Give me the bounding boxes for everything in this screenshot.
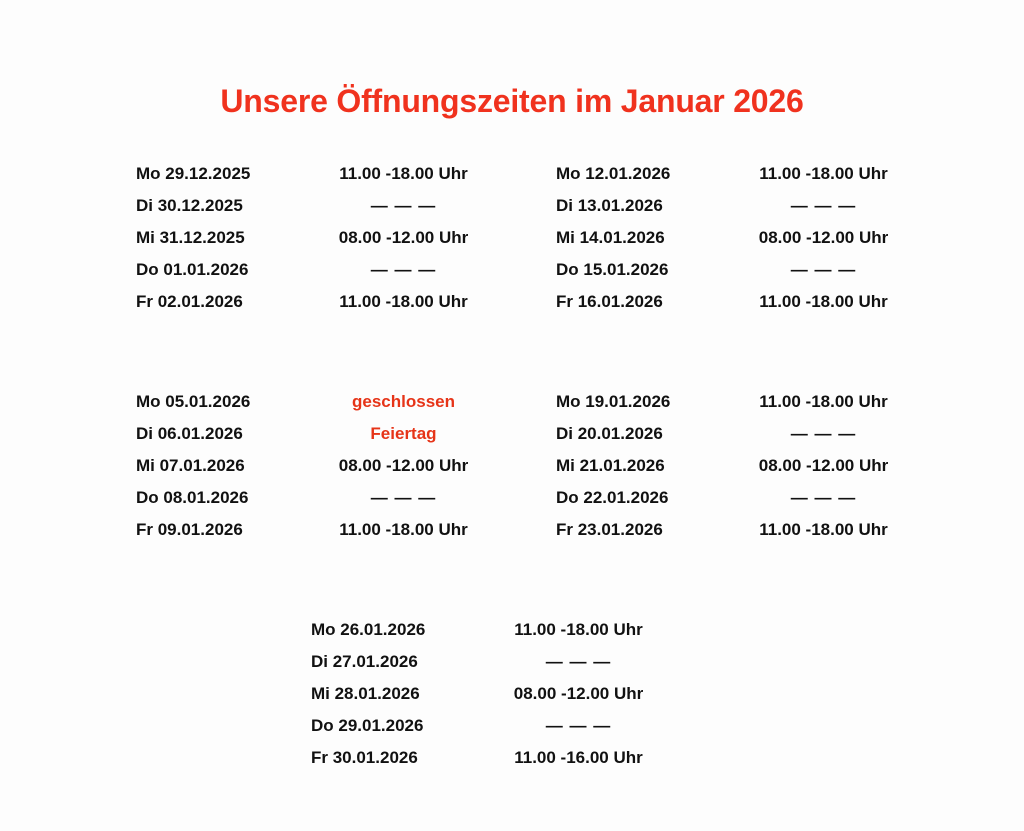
schedule-date: Mo 29.12.2025	[136, 164, 251, 183]
schedule-row	[556, 190, 916, 222]
schedule-date: Mo 12.01.2026	[556, 164, 671, 183]
schedule-row	[136, 482, 496, 514]
schedule-row	[136, 190, 496, 222]
schedule-hours: 11.00 -18.00 Uhr	[759, 392, 888, 411]
schedule-row	[311, 710, 671, 742]
schedule-hours: 08.00 -12.00 Uhr	[338, 456, 469, 475]
schedule-row	[556, 514, 916, 546]
schedule-date: Do 29.01.2026	[311, 716, 424, 735]
schedule-date: Di 13.01.2026	[556, 196, 663, 215]
schedule-row	[136, 158, 496, 190]
schedule-date: Fr 02.01.2026	[136, 292, 243, 311]
page-title: Unsere Öffnungszeiten im Januar 2026	[220, 83, 804, 120]
schedule-block-2	[0, 386, 1024, 551]
schedule-hours: geschlossen	[352, 392, 455, 411]
schedule-date: Mi 21.01.2026	[556, 456, 665, 475]
schedule-hours: 11.00 -18.00 Uhr	[339, 520, 468, 539]
schedule-date: Di 06.01.2026	[136, 424, 243, 443]
schedule-date: Fr 23.01.2026	[556, 520, 663, 539]
schedule-hours: — — —	[370, 488, 437, 507]
schedule-row	[556, 386, 916, 418]
schedule-date: Fr 09.01.2026	[136, 520, 243, 539]
schedule-row	[136, 450, 496, 482]
schedule-block-1	[0, 158, 1024, 323]
schedule-row	[556, 158, 916, 190]
week-column-3	[136, 386, 496, 546]
schedule-row	[556, 418, 916, 450]
schedule-date: Mi 31.12.2025	[136, 228, 245, 247]
schedule-hours: Feiertag	[370, 424, 437, 443]
schedule-date: Do 08.01.2026	[136, 488, 249, 507]
schedule-hours: — — —	[545, 652, 612, 671]
schedule-hours: 11.00 -18.00 Uhr	[339, 164, 468, 183]
schedule-hours: 11.00 -16.00 Uhr	[514, 748, 643, 767]
schedule-hours: — — —	[545, 716, 612, 735]
schedule-date: Mi 07.01.2026	[136, 456, 245, 475]
week-column-1	[136, 158, 496, 318]
schedule-row	[136, 222, 496, 254]
schedule-hours: — — —	[370, 260, 437, 279]
schedule-hours: 11.00 -18.00 Uhr	[514, 620, 643, 639]
schedule-hours: 11.00 -18.00 Uhr	[759, 164, 888, 183]
schedule-hours: 08.00 -12.00 Uhr	[338, 228, 469, 247]
schedule-date: Mo 05.01.2026	[136, 392, 251, 411]
schedule-row	[311, 614, 671, 646]
schedule-hours: — — —	[790, 424, 857, 443]
schedule-date: Do 22.01.2026	[556, 488, 669, 507]
schedule-date: Mo 26.01.2026	[311, 620, 426, 639]
schedule-date: Di 30.12.2025	[136, 196, 243, 215]
schedule-block-3	[0, 614, 1024, 779]
schedule-date: Do 15.01.2026	[556, 260, 669, 279]
schedule-row	[556, 482, 916, 514]
schedule-date: Di 27.01.2026	[311, 652, 418, 671]
schedule-date: Fr 16.01.2026	[556, 292, 663, 311]
schedule-row	[136, 286, 496, 318]
schedule-hours: 11.00 -18.00 Uhr	[759, 520, 888, 539]
schedule-row	[556, 450, 916, 482]
schedule-hours: — — —	[790, 260, 857, 279]
week-column-5	[311, 614, 671, 774]
schedule-hours: — — —	[790, 488, 857, 507]
schedule-row	[136, 514, 496, 546]
schedule-row	[136, 418, 496, 450]
schedule-row	[556, 286, 916, 318]
schedule-date: Mi 14.01.2026	[556, 228, 665, 247]
schedule-hours: 08.00 -12.00 Uhr	[513, 684, 644, 703]
schedule-hours: 11.00 -18.00 Uhr	[339, 292, 468, 311]
schedule-row	[311, 742, 671, 774]
schedule-row	[136, 386, 496, 418]
schedule-date: Fr 30.01.2026	[311, 748, 418, 767]
week-column-4	[556, 386, 916, 546]
schedule-hours: 08.00 -12.00 Uhr	[758, 228, 889, 247]
schedule-date: Mo 19.01.2026	[556, 392, 671, 411]
schedule-row	[311, 678, 671, 710]
schedule-hours: — — —	[370, 196, 437, 215]
schedule-date: Mi 28.01.2026	[311, 684, 420, 703]
schedule-row	[136, 254, 496, 286]
schedule-hours: 08.00 -12.00 Uhr	[758, 456, 889, 475]
week-column-2	[556, 158, 916, 318]
schedule-row	[556, 222, 916, 254]
schedule-row	[556, 254, 916, 286]
schedule-hours: — — —	[790, 196, 857, 215]
schedule-hours: 11.00 -18.00 Uhr	[759, 292, 888, 311]
schedule-date: Do 01.01.2026	[136, 260, 249, 279]
schedule-date: Di 20.01.2026	[556, 424, 663, 443]
schedule-row	[311, 646, 671, 678]
